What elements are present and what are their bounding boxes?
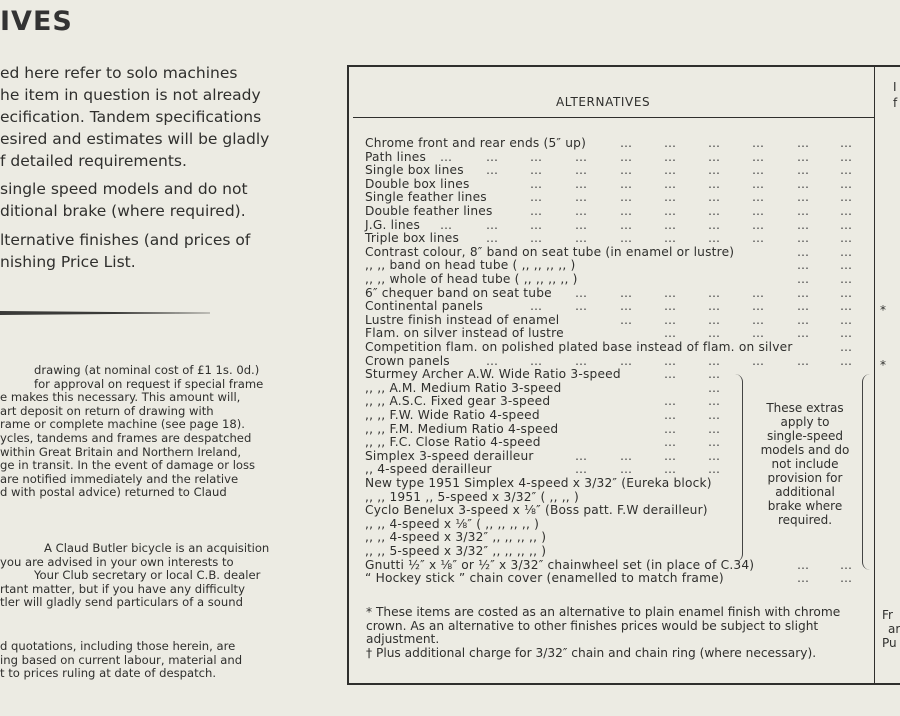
dot-leader: … [840, 285, 853, 300]
right-bottom-fragment: Pu [882, 636, 897, 650]
dot-leader: … [797, 353, 810, 368]
alternative-row: Double feather lines [365, 204, 493, 218]
alternative-row: Single box lines [365, 163, 464, 178]
dot-leader: … [708, 312, 721, 327]
dot-leader: … [840, 326, 853, 341]
dot-leader: … [575, 204, 588, 218]
alternative-row: Gnutti ½″ x ⅛″ or ½″ x 3/32″ chainwheel set (in place of C.34) [365, 557, 755, 572]
alternative-row: Contrast colour, 8″ band on seat tube (in enamel or lustre) [365, 244, 735, 259]
dot-leader: … [664, 448, 677, 463]
right-header-fragment: I [893, 80, 897, 94]
dot-leader: … [708, 435, 721, 450]
dot-leader: … [797, 326, 810, 341]
dot-leader: … [664, 326, 677, 341]
dot-leader: … [797, 312, 810, 327]
alternative-row: ,, ,, band on head tube ( ,, ,, ,, ,, ) [365, 258, 576, 273]
dot-leader: … [752, 204, 765, 218]
dot-leader: … [752, 231, 765, 246]
alternative-row: ,, ,, 5-speed x 3/32″ ,, ,, ,, ,, ) [365, 544, 547, 558]
dot-leader: … [486, 149, 499, 164]
alternative-row: ,, ,, F.M. Medium Ratio 4-speed [365, 421, 559, 436]
right-header-fragment: f [893, 96, 898, 110]
note-line: you are advised in your own interests to [0, 554, 234, 569]
note-line: d with postal advice) returned to Claud [0, 485, 227, 499]
dot-leader: … [486, 217, 499, 232]
alternative-row: Double box lines [365, 176, 470, 191]
dot-leader: … [530, 176, 543, 191]
intro-line: esired and estimates will be gladly [0, 130, 270, 148]
dot-leader: … [840, 217, 853, 232]
dot-leader: … [664, 312, 677, 327]
dot-leader: … [797, 244, 810, 259]
dot-leader: … [664, 176, 677, 191]
alternatives-heading: ALTERNATIVES [556, 95, 651, 109]
footnote-line: † Plus additional charge for 3/32″ chain and chain ring (where necessary). [366, 645, 817, 660]
dot-leader: … [664, 190, 677, 205]
dot-leader: … [530, 204, 543, 218]
note-line: ge in transit. In the event of damage or loss [0, 458, 256, 472]
dot-leader: … [530, 190, 543, 205]
dot-leader: … [708, 217, 721, 232]
alternative-row: Flam. on silver instead of lustre [365, 326, 564, 341]
intro-line: single speed models and do not [0, 180, 248, 198]
dot-leader: … [664, 204, 677, 218]
alternative-row: Lustre finish instead of enamel [365, 312, 560, 327]
note-line: rtant matter, but if you have any difficulty [0, 581, 245, 596]
footnote-line: * These items are costed as an alternative to plain enamel finish with chrome [366, 605, 841, 619]
side-note-line: not include [771, 457, 839, 471]
dot-leader: … [708, 367, 721, 382]
alternative-row: Continental panels [365, 299, 484, 314]
dot-leader: … [664, 353, 677, 368]
dot-leader: … [620, 285, 633, 300]
dot-leader: … [664, 435, 677, 450]
side-note-line: single-speed [766, 429, 844, 443]
dot-leader: … [708, 299, 721, 314]
dot-leader: … [486, 231, 499, 246]
dot-leader: … [620, 176, 633, 191]
dot-leader: … [620, 312, 633, 327]
dot-leader: … [620, 149, 633, 164]
dot-leader: … [664, 367, 677, 382]
dot-leader: … [440, 149, 453, 164]
dot-leader: … [530, 149, 543, 164]
note-line: Your Club secretary or local C.B. dealer [34, 568, 261, 582]
dot-leader: … [664, 421, 677, 436]
dot-leader: … [620, 231, 633, 246]
footnote-line: adjustment. [366, 632, 440, 646]
dot-leader: … [752, 176, 765, 191]
dot-leader: … [840, 136, 853, 150]
alternative-row: Triple box lines [365, 231, 459, 246]
dot-leader: … [840, 231, 853, 246]
alternative-row: ,, ,, F.W. Wide Ratio 4-speed [365, 408, 540, 422]
dot-leader: … [708, 448, 721, 463]
alternative-row: Competition flam. on polished plated base instead of flam. on silver [365, 340, 793, 354]
dot-leader: … [797, 285, 810, 300]
dot-leader: … [575, 190, 588, 205]
dot-leader: … [575, 217, 588, 232]
dot-leader: … [575, 163, 588, 178]
alternative-row: ,, ,, A.M. Medium Ratio 3-speed [365, 380, 562, 395]
alternative-row: 6″ chequer band on seat tube [365, 285, 552, 300]
intro-line: lternative finishes (and prices of [0, 231, 251, 249]
dot-leader: … [840, 312, 853, 327]
dot-leader: … [797, 204, 810, 218]
dot-leader: … [840, 204, 853, 218]
dot-leader: … [620, 448, 633, 463]
dot-leader: … [620, 204, 633, 218]
dot-leader: … [664, 217, 677, 232]
dot-leader: … [840, 353, 853, 368]
dot-leader: … [840, 272, 853, 286]
intro-line: ecification. Tandem specifications [0, 108, 262, 126]
dot-leader: … [752, 190, 765, 205]
footnote-line: crown. As an alternative to other finishes prices would be subject to slight [366, 618, 819, 633]
page-heading: IVES [0, 6, 73, 37]
dot-leader: … [708, 421, 721, 436]
side-note-line: These extras [766, 401, 844, 415]
dot-leader: … [840, 258, 853, 273]
dot-leader: … [620, 299, 633, 314]
right-asterisk: * [880, 303, 886, 317]
alternative-row: Sturmey Archer A.W. Wide Ratio 3-speed [365, 367, 621, 382]
dot-leader: … [797, 190, 810, 205]
dot-leader: … [840, 163, 853, 178]
dot-leader: … [664, 163, 677, 178]
alternative-row: Chrome front and rear ends (5″ up) [365, 136, 587, 150]
side-note-line: additional [775, 485, 835, 499]
dot-leader: … [708, 190, 721, 205]
dot-leader: … [575, 462, 588, 477]
dot-leader: … [797, 299, 810, 314]
dot-leader: … [840, 149, 853, 164]
dot-leader: … [752, 149, 765, 164]
side-note-line: apply to [780, 415, 830, 429]
alternative-row: ,, ,, 1951 ,, 5-speed x 3/32″ ( ,, ,, ) [365, 489, 579, 504]
intro-line: he item in question is not already [0, 86, 261, 104]
dot-leader: … [752, 299, 765, 314]
dot-leader: … [797, 217, 810, 232]
dot-leader: … [486, 353, 499, 368]
dot-leader: … [752, 353, 765, 368]
dot-leader: … [708, 231, 721, 246]
alternative-row: New type 1951 Simplex 4-speed x 3/32″ (Eureka block) [365, 476, 712, 490]
dot-leader: … [664, 136, 677, 150]
dot-leader: … [664, 408, 677, 422]
dot-leader: … [797, 571, 810, 586]
alternative-row: ,, ,, 4-speed x 3/32″ ,, ,, ,, ,, ) [365, 530, 547, 545]
note-line: are notified immediately and the relative [0, 471, 239, 486]
dot-leader: … [530, 163, 543, 178]
dot-leader: … [752, 326, 765, 341]
dot-leader: … [840, 557, 853, 572]
intro-line: f detailed requirements. [0, 152, 187, 170]
alternative-row: ,, 4-speed derailleur [365, 462, 492, 477]
dot-leader: … [530, 353, 543, 368]
dot-leader: … [797, 136, 810, 150]
dot-leader: … [840, 299, 853, 314]
note-line: ing based on current labour, material and [0, 652, 243, 667]
dot-leader: … [575, 353, 588, 368]
dot-leader: … [752, 163, 765, 178]
dot-leader: … [797, 176, 810, 191]
alternative-row: ,, ,, A.S.C. Fixed gear 3-speed [365, 394, 551, 409]
dot-leader: … [708, 204, 721, 218]
note-line: drawing (at nominal cost of £1 1s. 0d.) [34, 363, 260, 377]
dot-leader: … [620, 353, 633, 368]
right-bottom-fragment: ar [888, 622, 900, 636]
right-asterisk: * [880, 358, 886, 372]
side-note-line: brake where [767, 499, 843, 513]
dot-leader: … [840, 244, 853, 259]
note-line: e makes this necessary. This amount will, [0, 390, 241, 404]
dot-leader: … [664, 394, 677, 409]
note-line: art deposit on return of drawing with [0, 403, 214, 418]
dot-leader: … [708, 353, 721, 368]
dot-leader: … [797, 149, 810, 164]
dot-leader: … [575, 149, 588, 164]
dot-leader: … [797, 272, 810, 286]
dot-leader: … [664, 462, 677, 477]
alternative-row: J.G. lines [365, 217, 421, 232]
dot-leader: … [840, 571, 853, 586]
dot-leader: … [575, 448, 588, 463]
dot-leader: … [708, 136, 721, 150]
dot-leader: … [797, 231, 810, 246]
intro-line: ed here refer to solo machines [0, 64, 238, 82]
note-line: A Claud Butler bicycle is an acquisition [44, 541, 270, 555]
alternative-row: Single feather lines [365, 190, 487, 205]
dot-leader: … [840, 190, 853, 205]
dot-leader: … [486, 163, 499, 178]
dot-leader: … [620, 190, 633, 205]
side-note-line: models and do [760, 443, 850, 457]
dot-leader: … [708, 462, 721, 477]
alternative-row: “ Hockey stick ” chain cover (enamelled to match frame) [365, 571, 724, 586]
side-note-line: provision for [767, 471, 843, 485]
note-line: ycles, tandems and frames are despatched [0, 431, 252, 445]
alternative-row: Simplex 3-speed derailleur [365, 448, 534, 463]
dot-leader: … [708, 408, 721, 422]
alternative-row: Crown panels [365, 353, 450, 368]
right-bottom-fragment: Fr [882, 608, 893, 622]
dot-leader: … [575, 176, 588, 191]
dot-leader: … [708, 176, 721, 191]
section-rule [0, 311, 210, 315]
dot-leader: … [620, 462, 633, 477]
note-line: t to prices ruling at date of despatch. [0, 666, 217, 680]
dot-leader: … [620, 136, 633, 150]
intro-line: nishing Price List. [0, 253, 136, 271]
dot-leader: … [664, 149, 677, 164]
intro-line: ditional brake (where required). [0, 202, 246, 220]
note-line: d quotations, including those herein, are [0, 639, 236, 653]
dot-leader: … [530, 217, 543, 232]
alternative-row: Cyclo Benelux 3-speed x ⅛″ (Boss patt. F.W derailleur) [365, 503, 708, 518]
dot-leader: … [575, 299, 588, 314]
dot-leader: … [797, 258, 810, 273]
alternative-row: ,, ,, F.C. Close Ratio 4-speed [365, 435, 541, 450]
alternative-row: ,, ,, 4-speed x ⅛″ ( ,, ,, ,, ,, ) [365, 516, 540, 531]
dot-leader: … [664, 285, 677, 300]
dot-leader: … [752, 285, 765, 300]
note-line: within Great Britain and Northern Ireland, [0, 444, 242, 459]
note-line: for approval on request if special frame [34, 376, 264, 391]
dot-leader: … [840, 340, 853, 354]
dot-leader: … [708, 285, 721, 300]
dot-leader: … [530, 231, 543, 246]
dot-leader: … [708, 326, 721, 341]
side-note-line: required. [777, 513, 833, 527]
dot-leader: … [708, 163, 721, 178]
heading-rule [353, 117, 874, 118]
dot-leader: … [797, 163, 810, 178]
dot-leader: … [440, 217, 453, 232]
note-line: tler will gladly send particulars of a sound [0, 595, 243, 609]
dot-leader: … [575, 285, 588, 300]
dot-leader: … [620, 217, 633, 232]
dot-leader: … [752, 312, 765, 327]
dot-leader: … [797, 557, 810, 572]
dot-leader: … [664, 299, 677, 314]
dot-leader: … [530, 299, 543, 314]
dot-leader: … [664, 231, 677, 246]
alternative-row: Path lines [365, 149, 426, 164]
dot-leader: … [708, 380, 721, 395]
dot-leader: … [708, 394, 721, 409]
group-bracket [734, 374, 743, 562]
dot-leader: … [708, 149, 721, 164]
dot-leader: … [752, 217, 765, 232]
alternative-row: ,, ,, whole of head tube ( ,, ,, ,, ,, ) [365, 272, 578, 286]
dot-leader: … [575, 231, 588, 246]
dot-leader: … [752, 136, 765, 150]
dot-leader: … [620, 163, 633, 178]
note-line: rame or complete machine (see page 18). [0, 417, 245, 431]
dot-leader: … [840, 176, 853, 191]
column-divider [874, 65, 875, 683]
